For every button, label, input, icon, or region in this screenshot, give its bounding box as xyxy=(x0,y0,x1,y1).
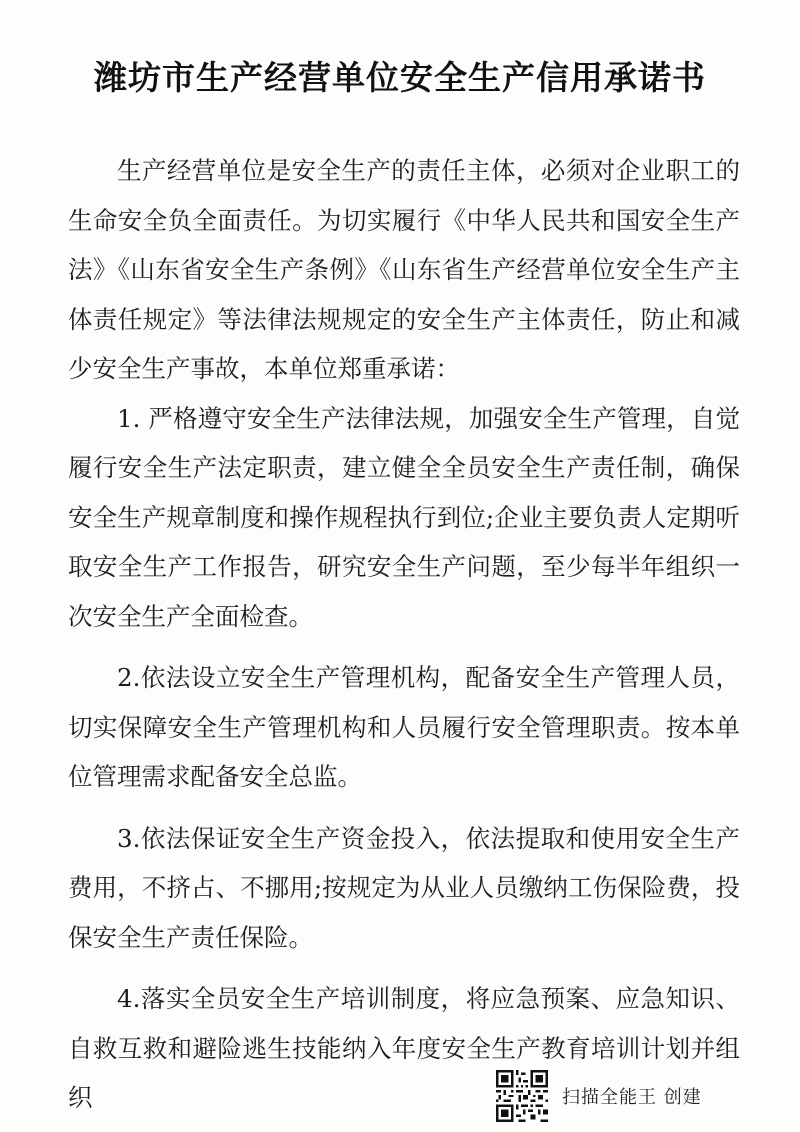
qr-code-icon xyxy=(496,1070,548,1122)
commitment-item-3: 3.依法保证安全生产资金投入，依法提取和使用安全生产费用，不挤占、不挪用;按规定为从业人员缴纳工伤保险费，投保安全生产责任保险。 xyxy=(68,823,740,952)
scanner-watermark xyxy=(496,1068,736,1124)
commitment-item-2: 2.依法设立安全生产管理机构，配备安全生产管理人员，切实保障安全生产管理机构和人员履行安全管理职责。按本单位管理需求配备安全总监。 xyxy=(68,663,740,791)
scanner-watermark-text: 扫描全能王 创建 xyxy=(562,1087,702,1108)
commitment-item-1: 1. 严格遵守安全生产法律法规，加强安全生产管理，自觉履行安全生产法定职责，建立健全全员安全生产责任制，确保安全生产规章制度和操作规程执行到位;企业主要负责人定期听取安全生产工作报告，研究安全生产问题，至少每半年组织一次安全生产全面检查。 xyxy=(68,403,740,631)
document-title: 潍坊市生产经营单位安全生产信用承诺书 xyxy=(94,58,706,97)
commitment-item-4: 4.落实全员安全生产培训制度，将应急预案、应急知识、自救互救和避险逃生技能纳入年度安全生产教育培训计划并组织 xyxy=(68,984,740,1112)
intro-paragraph: 生产经营单位是安全生产的责任主体，必须对企业职工的生命安全负全面责任。为切实履行《中华人民共和国安全生产法》《山东省安全生产条例》《山东省生产经营单位安全生产主体责任规定》等法律法规规定的安全生产主体责任，防止和减少安全生产事故，本单位郑重承诺： xyxy=(68,156,740,383)
document-body xyxy=(68,146,740,1123)
